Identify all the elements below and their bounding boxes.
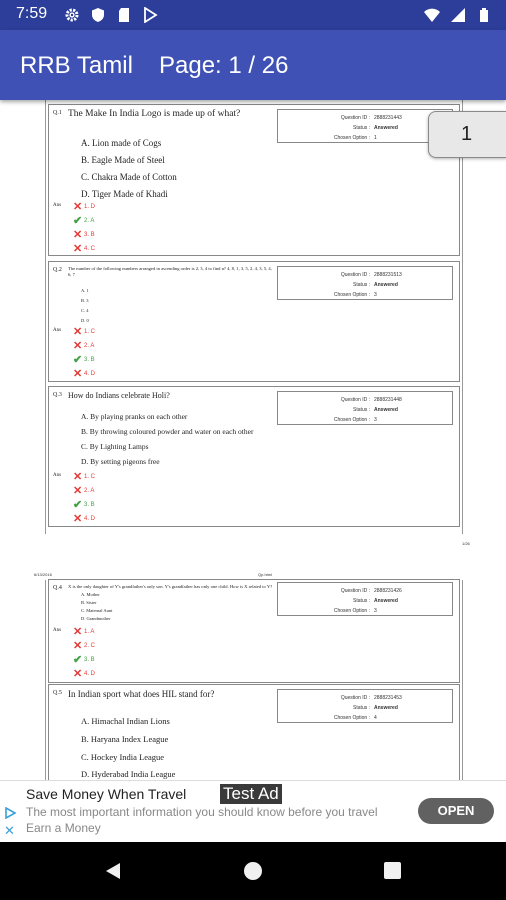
- shield-icon: [90, 7, 106, 23]
- question-info-box: Question ID : 2888231513 Status : Answered Chosen Option : 3: [277, 266, 453, 300]
- answer-option: ✕ 3. B: [73, 229, 95, 241]
- question-text: The Make In India Logo is made up of what?: [68, 109, 241, 119]
- question-number: Q.1: [53, 110, 62, 116]
- answer-option: ✕ 4. D: [73, 513, 96, 525]
- question-card: [48, 104, 460, 256]
- option: A. Lion made of Cogs: [81, 138, 162, 148]
- option: B. Haryana Index League: [81, 734, 169, 744]
- answer-option: ✔ 2. A: [73, 215, 95, 227]
- question-card: [48, 386, 460, 527]
- option: B. 3: [81, 298, 89, 303]
- answer-option: ✕ 1. C: [73, 471, 96, 483]
- option: B. Sister: [81, 600, 97, 605]
- question-info-box: Question ID : 2888231443 Status : Answered Chosen Option : 1: [277, 109, 453, 143]
- home-icon[interactable]: [244, 862, 262, 880]
- answer-option: ✔ 3. B: [73, 354, 95, 366]
- page-number: 1/26: [462, 541, 470, 546]
- question-info-box: Question ID : 2888231426 Status : Answered Chosen Option : 3: [277, 582, 453, 616]
- answer-option: ✕ 1. C: [73, 326, 96, 338]
- recents-icon[interactable]: [384, 862, 401, 879]
- ans-label: Ans: [53, 473, 62, 478]
- answer-option: ✕ 2. A: [73, 485, 95, 497]
- option: D. Tiger Made of Khadi: [81, 189, 168, 199]
- page-number-chip[interactable]: [428, 111, 506, 158]
- option: B. By throwing coloured powder and water on each other: [81, 427, 254, 436]
- answer-option: ✔ 3. B: [73, 654, 95, 666]
- cross-icon: ✕: [73, 326, 83, 338]
- option: C. 4: [81, 308, 89, 313]
- option: C. Maternal Aunt: [81, 608, 113, 613]
- check-icon: ✔: [73, 354, 83, 366]
- question-number: Q.2: [53, 267, 62, 273]
- cross-icon: ✕: [73, 668, 83, 680]
- option: A. By playing pranks on each other: [81, 412, 188, 421]
- question-card: [48, 261, 460, 382]
- answer-option: ✔ 3. B: [73, 499, 95, 511]
- cross-icon: ✕: [73, 368, 83, 380]
- option: A. Himachal Indian Lions: [81, 716, 170, 726]
- question-number: Q.5: [53, 690, 62, 696]
- check-icon: ✔: [73, 499, 83, 511]
- battery-icon: [476, 7, 492, 23]
- pdf-viewer[interactable]: [0, 100, 506, 780]
- cross-icon: ✕: [73, 201, 83, 213]
- app-bar: [0, 30, 506, 100]
- question-number: Q.4: [53, 585, 62, 591]
- ad-choices-icon[interactable]: [4, 807, 16, 819]
- answer-option: ✕ 4. C: [73, 243, 96, 255]
- question-text: How do Indians celebrate Holi?: [68, 391, 170, 400]
- question-info-box: Question ID : 2888231453 Status : Answered Chosen Option : 4: [277, 689, 453, 723]
- cross-icon: ✕: [73, 229, 83, 241]
- clock: 7:59: [16, 5, 48, 22]
- cross-icon: ✕: [73, 471, 83, 483]
- page-indicator: Page: 1 / 26: [159, 52, 289, 79]
- status-bar: [0, 0, 506, 30]
- option: C. Chakra Made of Cotton: [81, 172, 177, 182]
- question-card: [48, 684, 460, 780]
- cross-icon: ✕: [73, 340, 83, 352]
- system-nav-bar: [0, 842, 506, 900]
- page-header-file: Qp.html: [258, 572, 273, 577]
- option: D. Grandmother: [81, 616, 111, 621]
- gear-icon: [64, 7, 80, 23]
- cross-icon: ✕: [73, 626, 83, 638]
- sd-card-icon: [116, 7, 132, 23]
- question-info-box: Question ID : 2888231448 Status : Answered Chosen Option : 3: [277, 391, 453, 425]
- ad-test-tag: Test Ad: [220, 784, 282, 804]
- ans-label: Ans: [53, 328, 62, 333]
- answer-option: ✕ 2. A: [73, 340, 95, 352]
- option: B. Eagle Made of Steel: [81, 155, 165, 165]
- cross-icon: ✕: [73, 243, 83, 255]
- ad-open-button[interactable]: OPEN: [418, 798, 494, 824]
- question-text: X is the only daughter of Y's grandfather's only son. Y's grandfather has only one child. How is X related to Y?: [68, 584, 273, 589]
- cross-icon: ✕: [73, 513, 83, 525]
- option: A. 1: [81, 288, 89, 293]
- question-card: [48, 579, 460, 683]
- option: C. By Lighting Lamps: [81, 442, 149, 451]
- ans-label: Ans: [53, 628, 62, 633]
- back-icon[interactable]: [104, 862, 122, 880]
- wifi-icon: [424, 7, 440, 23]
- ad-subtitle: Earn a Money: [26, 821, 101, 835]
- question-text: In Indian sport what does HIL stand for?: [68, 689, 215, 699]
- check-icon: ✔: [73, 215, 83, 227]
- option: D. 0: [81, 318, 89, 323]
- cross-icon: ✕: [73, 485, 83, 497]
- answer-option: ✕ 2. C: [73, 640, 96, 652]
- option: C. Hockey India League: [81, 752, 165, 762]
- page-number-chip-label: 1: [461, 123, 473, 145]
- ad-title[interactable]: Save Money When Travel: [26, 786, 187, 802]
- answer-option: ✕ 4. D: [73, 368, 96, 380]
- check-icon: ✔: [73, 654, 83, 666]
- option: D. By setting pigeons free: [81, 457, 160, 466]
- signal-icon: [450, 7, 466, 23]
- option: D. Hyderabad India League: [81, 769, 176, 779]
- answer-option: ✕ 1. D: [73, 201, 96, 213]
- app-title: RRB Tamil: [20, 52, 133, 79]
- page-header-date: 6/13/2016: [34, 572, 52, 577]
- option: A. Mother: [81, 592, 100, 597]
- answer-option: ✕ 4. D: [73, 668, 96, 680]
- question-number: Q.3: [53, 392, 62, 398]
- question-text: The number of the following numbers arranged in ascending order is 2, 3, 4 to find n? 4, 8, 1, 3, 5, 2, 4, 3, 5, 4, 6, 7: [68, 266, 272, 277]
- play-store-icon: [142, 7, 158, 23]
- ans-label: Ans: [53, 203, 62, 208]
- ad-description: The most important information you should know before you travel: [26, 805, 378, 819]
- cross-icon: ✕: [73, 640, 83, 652]
- answer-option: ✕ 1. A: [73, 626, 95, 638]
- ad-banner[interactable]: [0, 780, 506, 843]
- ad-close-icon[interactable]: ✕: [4, 823, 15, 838]
